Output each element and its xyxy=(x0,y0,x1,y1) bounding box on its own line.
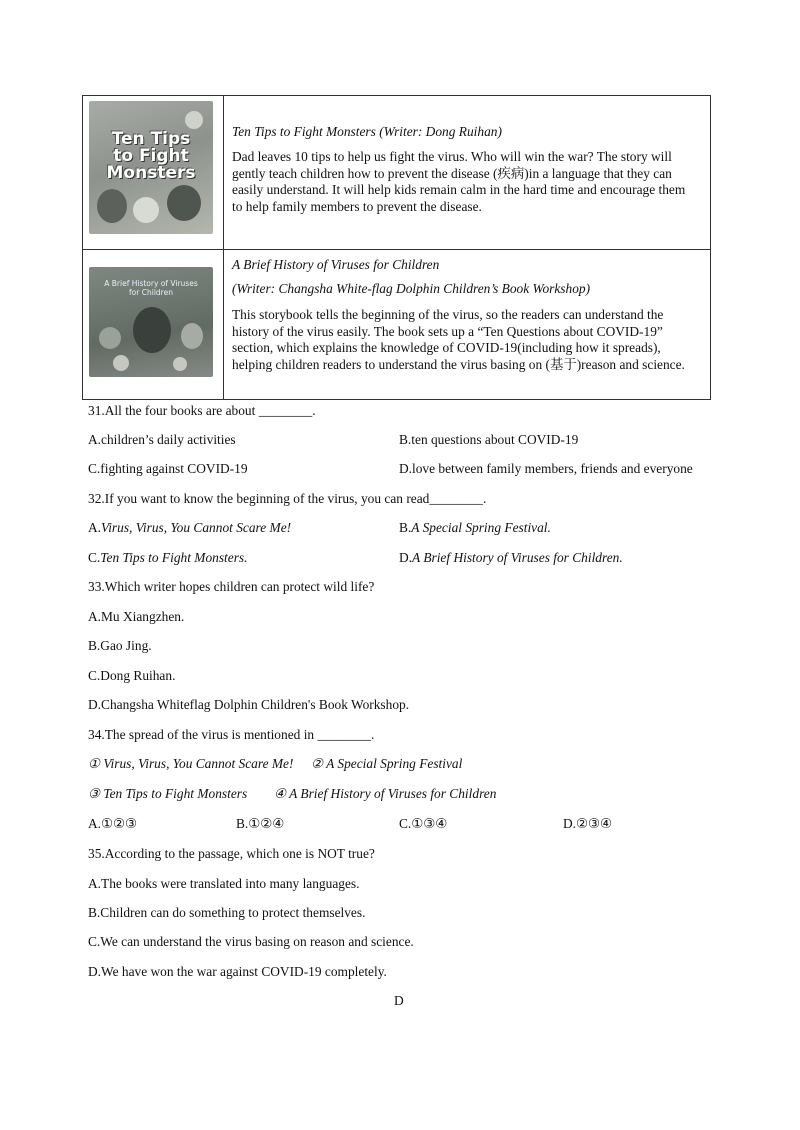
cover-illustration xyxy=(185,111,203,129)
option-32-a[interactable] xyxy=(88,520,291,536)
cover-illustration xyxy=(97,189,127,223)
book-summary: Dad leaves 10 tips to help us fight the virus. Who will win the war? The story will gently teach children how to prevent the disease (疾病)in a language that they can easily understand. It will help kids remain calm in the hard time and encourage them to help family members to prevent the disease. xyxy=(232,149,686,214)
option-text: A Special Spring Festival. xyxy=(411,520,551,535)
question-35: 35.According to the passage, which one is NOT true? xyxy=(88,846,375,861)
listed-book-2: ② A Special Spring Festival xyxy=(311,756,463,771)
option-32-b[interactable] xyxy=(399,520,551,536)
book-writer: (Writer: Changsha White-flag Dolphin Children’s Book Workshop) xyxy=(232,281,591,296)
book-summary: This storybook tells the beginning of the virus, so the readers can understand the history of the virus easily. The book sets up a “Ten Questions about COVID-19” section, which explains the knowledge of COVID-19(including how it spreads), helping children readers to understand the virus basing on (基于)reason and science. xyxy=(232,307,685,372)
option-33-a[interactable]: A.Mu Xiangzhen. xyxy=(88,609,185,624)
question-34: 34.The spread of the virus is mentioned in ________. xyxy=(88,727,375,742)
option-31-c[interactable]: C.fighting against COVID-19 xyxy=(88,461,248,476)
option-33-b[interactable]: B.Gao Jing. xyxy=(88,638,152,653)
book-row-ten-tips xyxy=(83,96,710,249)
option-letter: D. xyxy=(399,550,413,565)
cover-cell xyxy=(83,96,224,249)
option-35-d[interactable]: D.We have won the war against COVID-19 completely. xyxy=(88,964,387,979)
cover-illustration xyxy=(99,327,121,349)
book-table xyxy=(82,95,711,400)
cover-illustration xyxy=(167,185,201,221)
option-text: Ten Tips to Fight Monsters. xyxy=(100,550,248,565)
cover-title: A Brief History of Viruses for Children xyxy=(104,279,198,297)
book-cover-ten-tips xyxy=(89,101,213,234)
book-row-brief-history xyxy=(83,249,710,400)
option-33-c[interactable]: C.Dong Ruihan. xyxy=(88,668,176,683)
option-35-c[interactable]: C.We can understand the virus basing on reason and science. xyxy=(88,934,414,949)
book-description xyxy=(232,250,698,400)
option-text: Virus, Virus, You Cannot Scare Me! xyxy=(101,520,292,535)
option-31-a[interactable]: A.children’s daily activities xyxy=(88,432,236,447)
cover-cell xyxy=(83,250,224,400)
cover-illustration xyxy=(181,323,203,349)
listed-book-1: ① Virus, Virus, You Cannot Scare Me! xyxy=(88,756,294,771)
option-34-a[interactable]: A.①②③ xyxy=(88,816,138,831)
listed-book-4: ④ A Brief History of Viruses for Children xyxy=(274,786,497,801)
option-33-d[interactable]: D.Changsha Whiteflag Dolphin Children's Book Workshop. xyxy=(88,697,410,712)
question-31: 31.All the four books are about ________. xyxy=(88,403,316,418)
option-35-a[interactable]: A.The books were translated into many languages. xyxy=(88,876,360,891)
cover-illustration xyxy=(113,355,129,371)
option-34-b[interactable]: B.①②④ xyxy=(236,816,285,831)
cover-illustration xyxy=(133,307,171,353)
option-32-d[interactable] xyxy=(399,550,623,566)
option-32-c[interactable] xyxy=(88,550,247,566)
book-cover-brief-history xyxy=(89,267,213,377)
question-33: 33.Which writer hopes children can protect wild life? xyxy=(88,579,375,594)
option-31-d[interactable]: D.love between family members, friends and everyone xyxy=(399,461,693,476)
question-32: 32.If you want to know the beginning of the virus, you can read________. xyxy=(88,491,487,506)
option-letter: A. xyxy=(88,520,102,535)
book-title: A Brief History of Viruses for Children xyxy=(232,257,440,272)
option-text: A Brief History of Viruses for Children. xyxy=(412,550,623,565)
option-letter: C. xyxy=(88,550,101,565)
cover-title: Ten Tips to Fight Monsters xyxy=(106,129,196,183)
option-34-c[interactable]: C.①③④ xyxy=(399,816,448,831)
option-letter: B. xyxy=(399,520,412,535)
cover-illustration xyxy=(173,357,187,371)
option-31-b[interactable]: B.ten questions about COVID-19 xyxy=(399,432,579,447)
book-title: Ten Tips to Fight Monsters (Writer: Dong Ruihan) xyxy=(232,124,502,139)
book-description xyxy=(232,96,698,249)
option-34-d[interactable]: D.②③④ xyxy=(563,816,613,831)
option-35-b[interactable]: B.Children can do something to protect themselves. xyxy=(88,905,366,920)
listed-book-3: ③ Ten Tips to Fight Monsters xyxy=(88,786,248,801)
section-heading: D xyxy=(394,993,404,1008)
cover-illustration xyxy=(133,197,159,223)
